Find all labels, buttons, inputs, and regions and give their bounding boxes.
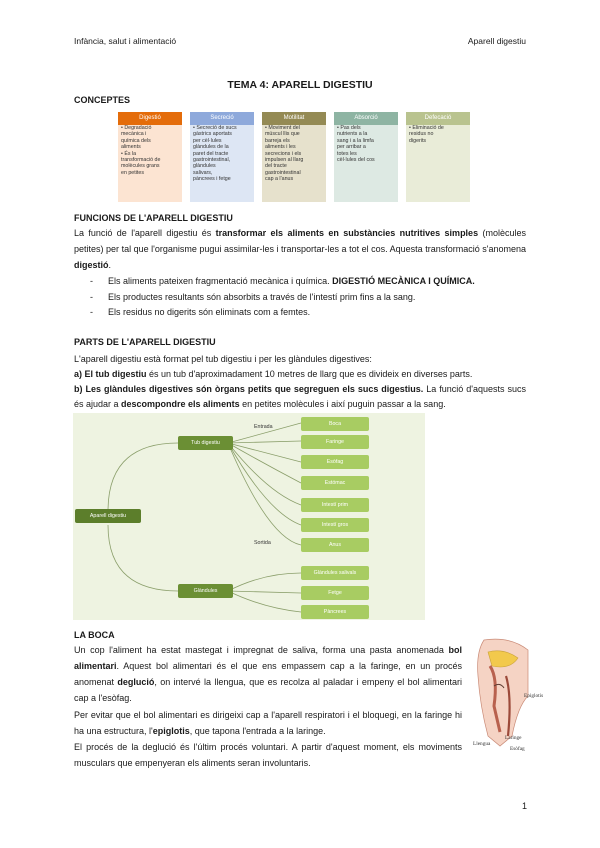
text-run: Un cop l'aliment ha estat mastegat i impregnat de saliva, forma una pasta anomenada [74,645,449,655]
concept-line: del tracte [265,163,287,170]
concept-line: pàncrees i fetge [193,176,231,183]
diagram-tub-item: Estómac [301,476,369,490]
connector [228,591,301,593]
concept-line: digerits [409,137,427,144]
concept-line: • Secreció de sucs [193,125,237,131]
diagram-tub-item: Faringe [301,435,369,449]
text-run: . Aquest bol alimentari és el que ens empassem cap a la faringe, en un procés anomenat [74,661,462,687]
boca-paragraph-1 [74,642,462,706]
funcions-heading: FUNCIONS DE L'APARELL DIGESTIU [74,213,233,223]
connector-root-glandules [108,525,178,591]
connector [228,443,301,462]
text-run: (molècules petites) per tal que l'organisme pugui assimilar-les i transportar-les a tot el cos. Aquesta transformació s'anomena [74,228,526,254]
text-bold: deglució [117,677,155,687]
bullet-dash: - [90,292,93,302]
diagram-tub-item: Boca [301,417,369,431]
concept-line: impulsen al llarg [265,157,304,164]
concept-line: gàstrics aportats [193,131,232,138]
concept-line: per cèl·lules [193,137,222,144]
bullet-item [90,291,415,303]
header-right: Aparell digestiu [467,36,526,46]
concept-body [190,125,254,202]
concept-line: molècules grans [121,163,160,170]
funcions-paragraph [74,225,526,273]
text-run: Els aliments pateixen fragmentació mecànica i química. [108,276,333,286]
boca-paragraph-3: El procés de la deglució és l'últim procés voluntari. A partir d'aquest moment, els moviments musculars que empenyeran els aliments seran involuntaris. [74,742,462,768]
header-left: Infància, salut i alimentació [74,36,177,46]
concept-line: barreja els [265,137,290,144]
text-run: Els residus no digerits són eliminats com a femtes. [108,307,311,317]
concept-line: salivars, [193,169,213,176]
concept-title: Motilitat [262,112,326,125]
connector [228,591,301,612]
diagram-tub-item: Intestí gros [301,518,369,532]
text-run: La funció d'aquests sucs és ajudar a [74,384,526,409]
concept-line: paret del tracte [193,150,229,157]
concept-line: • Eliminació de [409,125,444,131]
text-bold: epiglotis [152,726,190,736]
concepts-diagram [118,112,468,204]
diagram-tub-item: Esòfag [301,455,369,469]
text-run: , que tapona l'entrada a la laringe. [189,726,326,736]
label-laringe: Laringe [505,735,522,741]
text-run: és un tub d'aproximadament 10 metres de llarg que es divideix en diverses parts. [146,369,473,379]
diagram-tub-item: Intestí prim [301,498,369,512]
bullet-item [90,275,475,287]
label-epiglotis: Epiglotis [524,693,544,699]
concept-title: Secreció [190,112,254,125]
label-esofag: Esòfag [510,746,525,752]
throat-illustration [470,636,544,756]
text-bold: b) [74,384,83,394]
diagram-gland-item: Glàndules salivals [301,566,369,580]
concept-line: sang i a la limfa [337,137,374,144]
connector [228,443,301,545]
concept-card [262,112,326,202]
text-bold: Les glàndules digestives són òrgans petits que segreguen els sucs digestius. [82,384,424,394]
page-title: TEMA 4: APARELL DIGESTIU [227,79,373,91]
diagram-glandules: Glàndules [178,584,233,598]
concept-line: gastrointestinal, [193,157,231,164]
connector [228,441,301,443]
diagram-root: Aparell digestiu [75,509,141,523]
text-bold: El tub digestiu [82,369,147,379]
concept-line: química dels [121,137,151,144]
bullet-dash: - [90,276,93,286]
concept-line: transformació de [121,157,161,164]
connector-root-tub [108,443,178,511]
text-run: La funció de l'aparell digestiu és [74,228,216,238]
concept-line: totes les [337,150,357,157]
text-bold: a) [74,369,83,379]
label-llengua: Llengua [473,741,491,747]
concept-title: Digestió [118,112,182,125]
diagram-gland-item: Pàncrees [301,605,369,619]
concepts-heading: CONCEPTES [74,95,131,105]
boca-heading: LA BOCA [74,630,115,640]
page-number: 1 [521,801,527,811]
concept-body [406,125,470,202]
bullet-dash: - [90,307,93,317]
connector [228,443,301,483]
text-run: , on intervé la llengua, que es recolza al paladar i empeny el bol alimentari cap a l'esòfag. [74,677,462,703]
concept-card [190,112,254,202]
concept-line: • Moviment del [265,125,300,131]
concept-line: aliments [121,144,141,151]
parts-heading: PARTS DE L'APARELL DIGESTIU [74,337,216,347]
concept-line: • Pas dels [337,125,361,131]
concept-title: Defecació [406,112,470,125]
diagram-tub: Tub digestiu [178,436,233,450]
text-bold: descompondre els aliments [121,399,240,409]
concept-line: en petites [121,169,144,176]
diagram-entrada: Entrada [254,424,273,430]
text-bold: DIGESTIÓ MECÀNICA I QUÍMICA. [332,276,475,286]
parts-b [74,382,526,412]
concept-body [334,125,398,202]
text-run: . [108,260,112,270]
concept-line: per arribar a [337,144,366,151]
concept-card [406,112,470,202]
concept-line: glàndules de la [193,144,229,151]
concept-line: secrecions i els [265,150,302,157]
text-bold: bol alimentari [74,645,462,671]
concept-body [118,125,182,202]
text-run: Per evitar que el bol alimentari es dirigeixi cap a l'aparell respiratori i el bloquegi, en la faringe hi ha una estructura, l' [74,710,462,736]
text-bold: digestió [74,260,109,270]
concept-line: mecànica i [121,131,147,138]
concept-line: • Degradació [121,125,152,131]
connector [228,443,301,525]
concept-line: cèl·lules del cos [337,157,375,164]
concept-line: • És la [121,150,137,157]
concept-card [334,112,398,202]
concept-line: cap a l'anus [265,176,294,183]
concept-line: nutrients a la [337,131,368,138]
text-run: en petites molècules i així puguin passar a la sang. [239,399,446,409]
text-run: Els productes resultants són absorbits a través de l'intestí prim fins a la sang. [108,292,416,302]
diagram-tub-item: Anus [301,538,369,552]
concept-line: gastrointestinal [265,169,301,176]
concept-body [262,125,326,202]
concept-title: Absorció [334,112,398,125]
boca-paragraph-2 [74,707,462,739]
concept-line: múscul llis que [265,131,300,138]
parts-intro: L'aparell digestiu està format pel tub digestiu i per les glàndules digestives: [74,354,372,364]
connector [228,573,301,591]
bullet-item [90,306,310,318]
concept-card [118,112,182,202]
diagram-gland-item: Fetge [301,586,369,600]
concept-line: residus no [409,131,434,138]
diagram-sortida: Sortida [254,540,271,546]
concept-line: glàndules [193,163,216,170]
concept-line: aliments i les [265,144,296,151]
parts-a [74,367,526,382]
parts-diagram [73,413,425,620]
text-bold: transformar els aliments en substàncies nutritives simples [215,228,479,238]
